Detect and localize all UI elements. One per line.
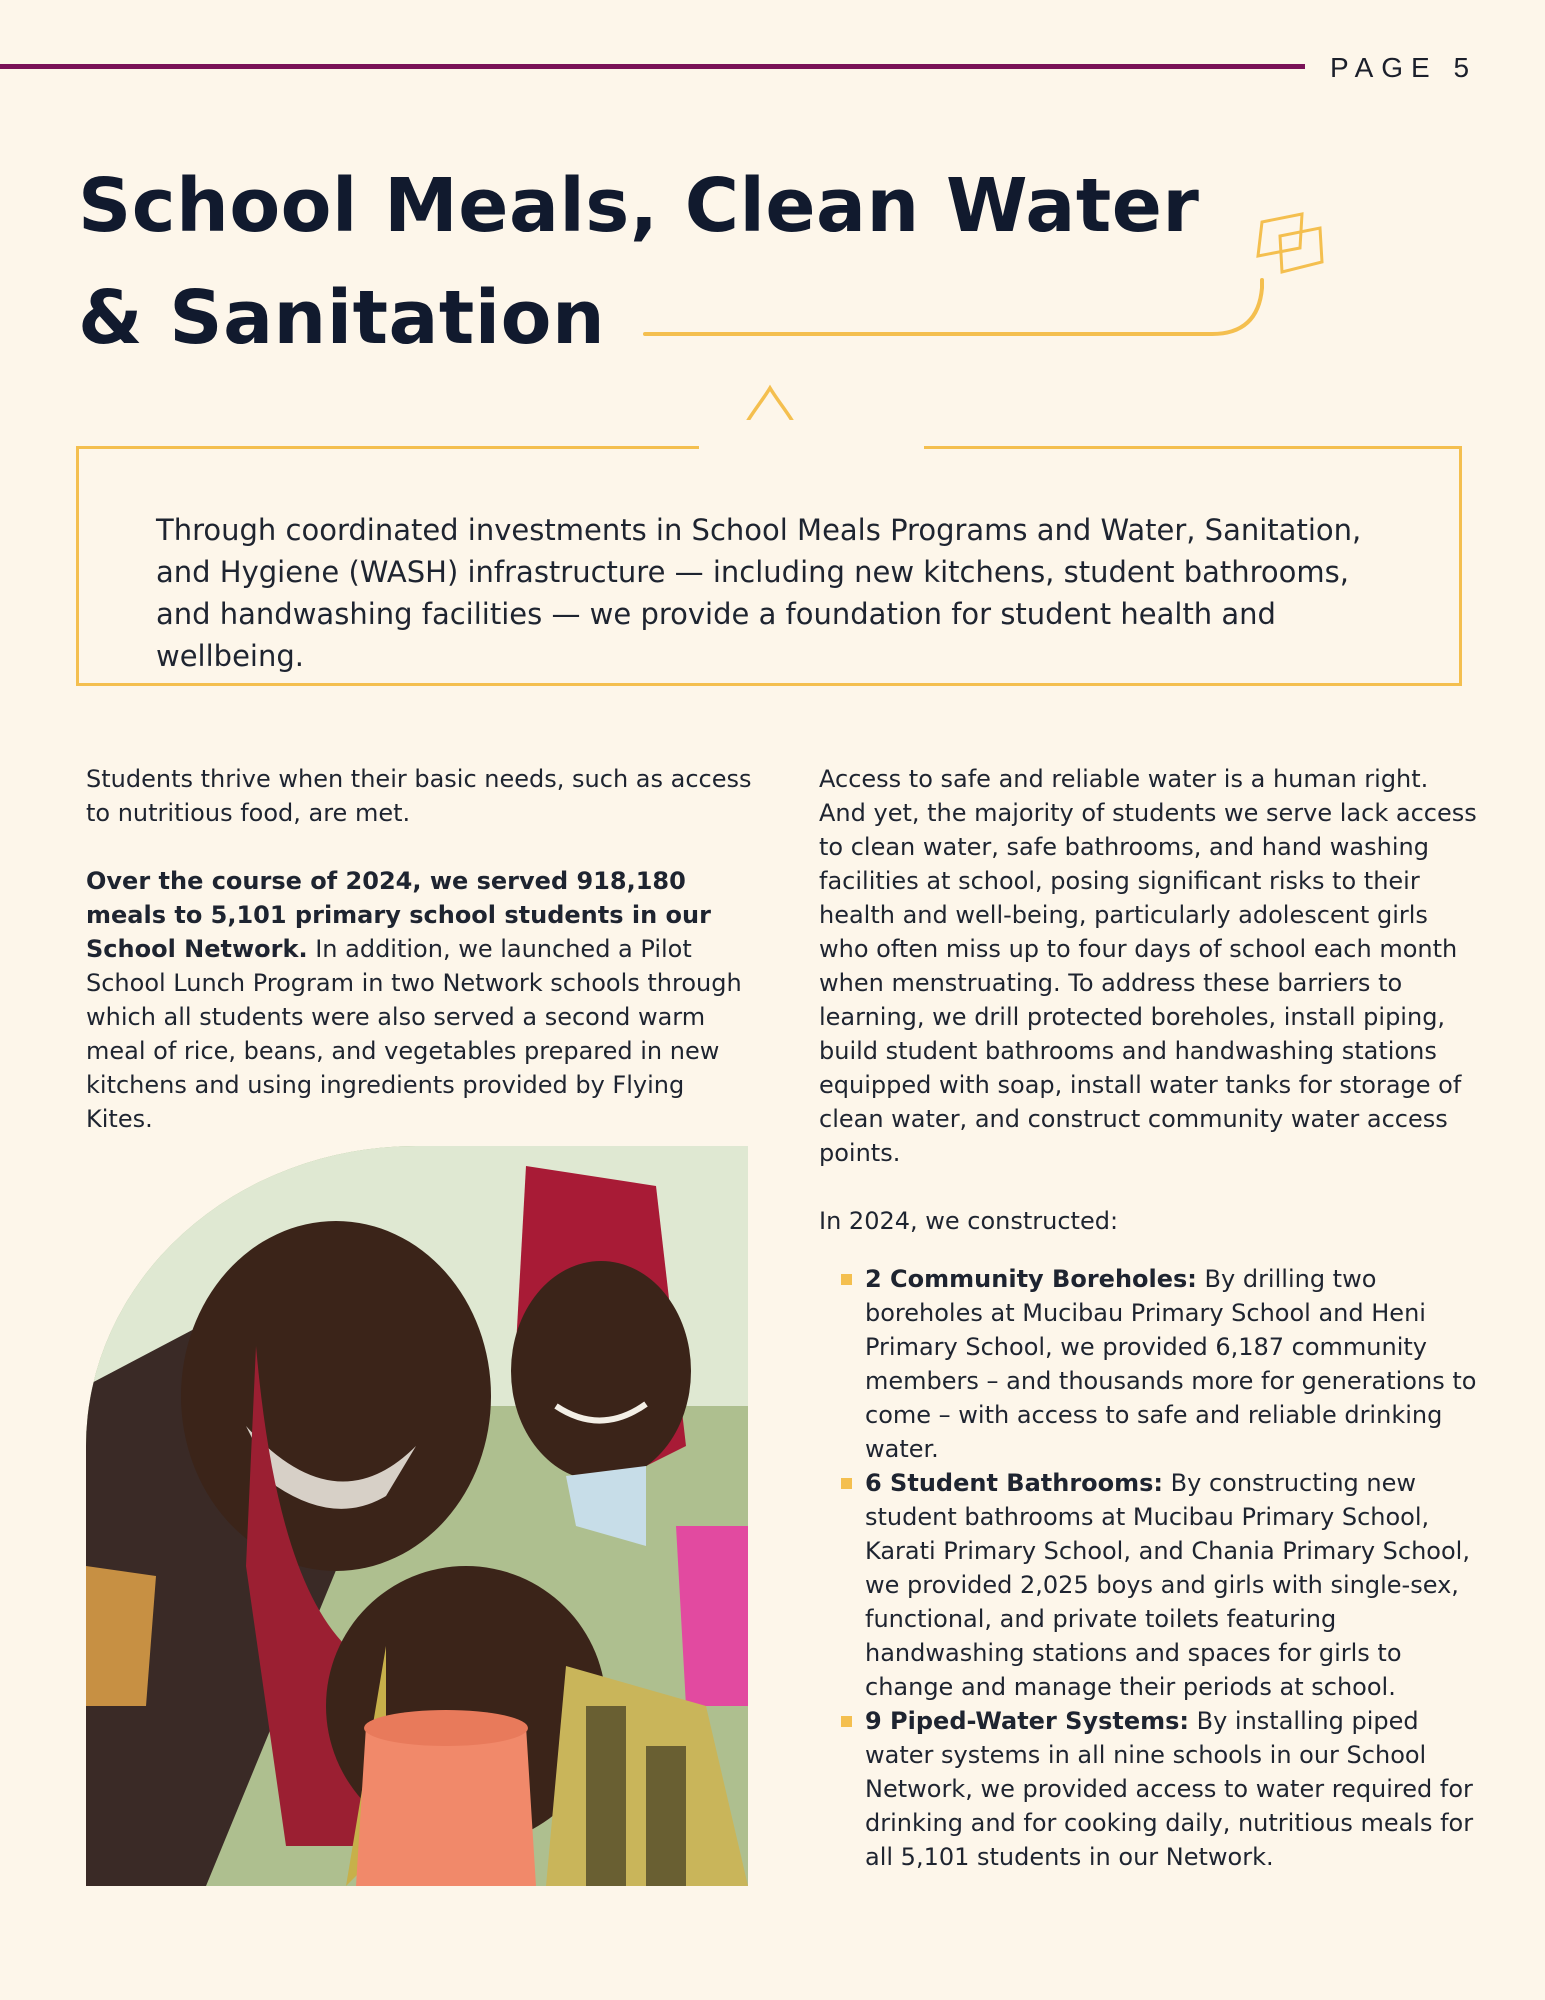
students-photo — [86, 1146, 748, 1886]
intro-callout-box — [76, 446, 1462, 686]
title-decoration — [0, 0, 1545, 420]
bullet-heading: 2 Community Boreholes: — [865, 1265, 1197, 1293]
constructed-list — [819, 1262, 1479, 1874]
meals-highlight: Over the course of 2024, we served 918,180 meals to 5,101 primary school students in our School Network. — [86, 867, 711, 963]
bullet-text: By installing piped water systems in all nine schools in our School Network, we provided access to water required for drinking and for cooking daily, nutritious meals for all 5,101 students in our Network. — [865, 1707, 1474, 1871]
left-column — [86, 762, 756, 1170]
page-number: PAGE 5 — [1330, 52, 1478, 83]
bullet-square-icon — [841, 1716, 852, 1727]
bullet-text: By constructing new student bathrooms at Mucibau Primary School, Karati Primary School, and Chania Primary School, we provided 2,025 boys and girls with single-sex, functional, and private toilets featuring handwashing stations and spaces for girls to change and manage their periods at school. — [865, 1469, 1470, 1701]
meals-intro: Students thrive when their basic needs, such as access to nutritious food, are met. — [86, 765, 752, 827]
bullet-heading: 6 Student Bathrooms: — [865, 1469, 1164, 1497]
right-column — [819, 762, 1479, 1874]
water-drop-icon — [738, 388, 802, 420]
meals-paragraph — [86, 864, 756, 1136]
bullet-text: By drilling two boreholes at Mucibau Primary School and Heni Primary School, we provided 6,187 community members – and thousands more for generations to come – with access to safe and reliable drinking water. — [865, 1265, 1477, 1463]
title-line-2: & Sanitation — [78, 275, 606, 361]
bullet-square-icon — [841, 1478, 852, 1489]
title-line-1: School Meals, Clean Water — [78, 163, 1200, 249]
list-item — [819, 1704, 1479, 1874]
title-underline-swoosh — [645, 280, 1262, 334]
bullet-square-icon — [841, 1274, 852, 1285]
list-item — [819, 1262, 1479, 1466]
list-item — [819, 1466, 1479, 1704]
kite-icon — [1258, 214, 1322, 272]
bullet-heading: 9 Piped-Water Systems: — [865, 1707, 1189, 1735]
meals-details: In addition, we launched a Pilot School Lunch Program in two Network schools through which all students were also served a second warm meal of rice, beans, and vegetables prepared in new kitchens and using ingredients provided by Flying Kites. — [86, 935, 742, 1133]
callout-text: Through coordinated investments in School Meals Programs and Water, Sanitation, and Hygiene (WASH) infrastructure — including new kitchens, student bathrooms, and handwashing facilities — we provide a foundation for student health and wellbeing. — [156, 513, 1362, 673]
children-illustration — [86, 1146, 748, 1886]
water-intro: Access to safe and reliable water is a human right. And yet, the majority of students we serve lack access to clean water, safe bathrooms, and hand washing facilities at school, posing significant risks to their health and well-being, particularly adolescent girls who often miss up to four days of school each month when menstruating. To address these barriers to learning, we drill protected boreholes, install piping, build student bathrooms and handwashing stations equipped with soap, install water tanks for storage of clean water, and construct community water access points. — [819, 765, 1477, 1167]
constructed-label: In 2024, we constructed: — [819, 1207, 1119, 1235]
